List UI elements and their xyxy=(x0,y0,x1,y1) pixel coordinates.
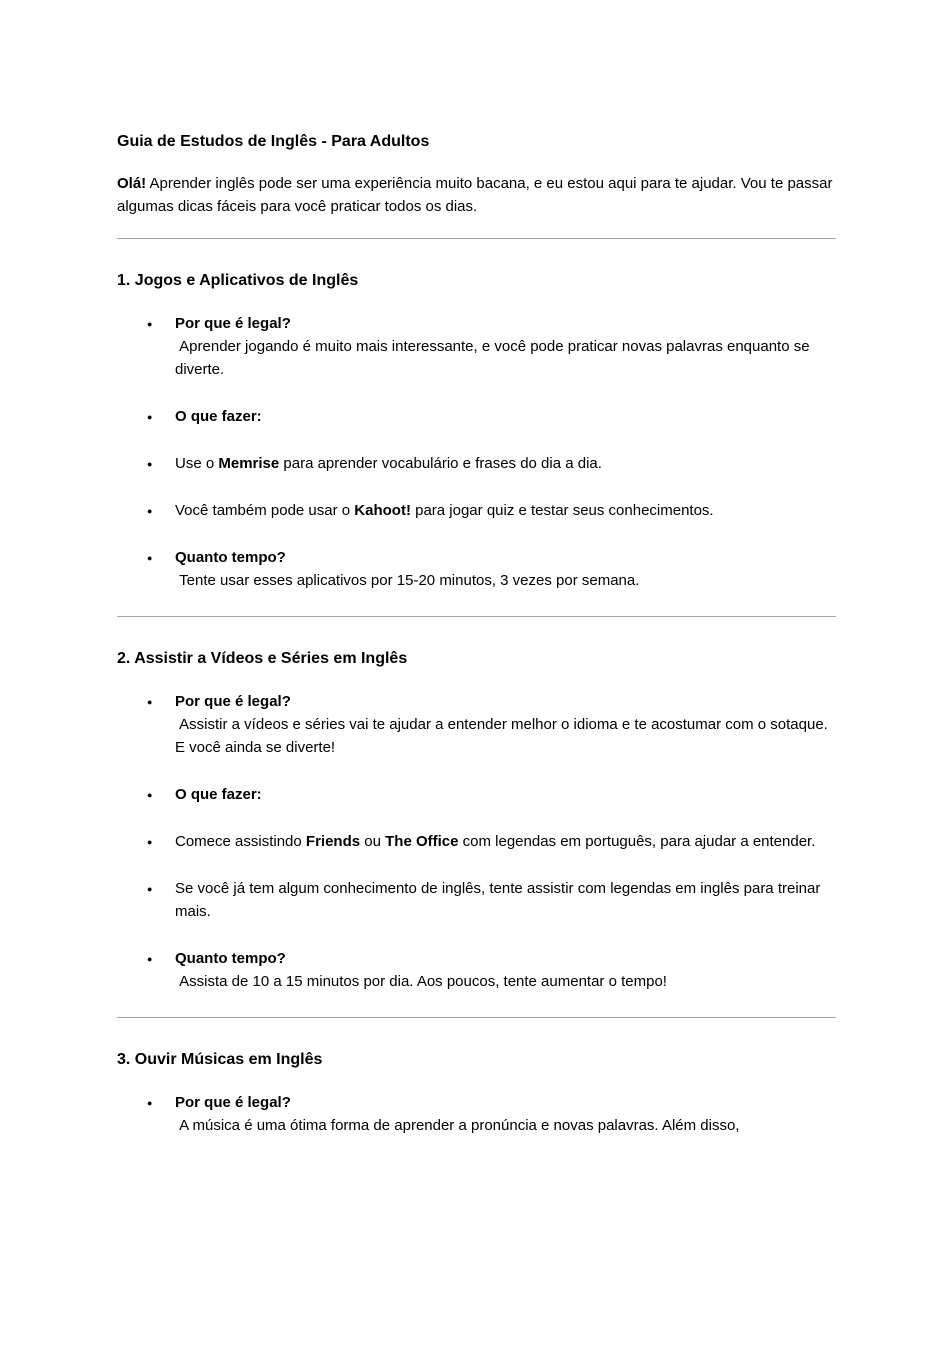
list-item xyxy=(117,783,836,806)
list-item xyxy=(117,452,836,475)
bold-text-run: Por que é legal? xyxy=(175,315,291,332)
bullet-icon: ● xyxy=(147,954,153,964)
bullet-icon: ● xyxy=(147,697,153,707)
intro-paragraph xyxy=(117,172,836,218)
bold-text-run: Quanto tempo? xyxy=(175,950,286,967)
list-item-text xyxy=(175,1094,739,1134)
list-item xyxy=(117,877,836,923)
bold-text-run: Memrise xyxy=(218,455,280,472)
section-heading: 3. Ouvir Músicas em Inglês xyxy=(117,1051,323,1068)
text-run: Aprender inglês pode ser uma experiência muito bacana, e eu estou aqui para te ajudar. Vou te passar algumas dicas fáceis para você praticar todos os dias. xyxy=(117,175,837,215)
list-item xyxy=(117,830,836,853)
bullet-icon: ● xyxy=(147,553,153,563)
bold-text-run: O que fazer: xyxy=(175,408,262,425)
section-heading: 2. Assistir a Vídeos e Séries em Inglês xyxy=(117,650,408,667)
text-run: ou xyxy=(360,833,386,850)
bullet-icon: ● xyxy=(147,1098,153,1108)
list-item-text xyxy=(175,950,667,990)
bullet-icon: ● xyxy=(147,319,153,329)
text-run: Aprender jogando é muito mais interessante, e você pode praticar novas palavras enquanto se diverte. xyxy=(175,338,814,378)
list-item xyxy=(117,947,836,993)
text-run: para jogar quiz e testar seus conhecimentos. xyxy=(410,502,714,519)
bullet-icon: ● xyxy=(147,884,153,894)
section-divider xyxy=(117,238,836,239)
list-item xyxy=(117,1091,836,1137)
bold-text-run: O que fazer: xyxy=(175,786,262,803)
bold-text-run: Por que é legal? xyxy=(175,693,291,710)
bullet-icon: ● xyxy=(147,837,153,847)
section-divider xyxy=(117,1017,836,1018)
list-item-text xyxy=(175,833,815,850)
bold-text-run: Friends xyxy=(305,833,361,850)
list-item-text xyxy=(175,549,639,589)
bold-text-run: Kahoot! xyxy=(354,502,411,519)
text-run: Assista de 10 a 15 minutos por dia. Aos poucos, tente aumentar o tempo! xyxy=(175,973,667,990)
list-item-text xyxy=(175,455,602,472)
text-run: Use o xyxy=(175,455,219,472)
text-run: para aprender vocabulário e frases do dia a dia. xyxy=(279,455,602,472)
document-title: Guia de Estudos de Inglês - Para Adultos xyxy=(117,133,430,150)
bullet-icon: ● xyxy=(147,459,153,469)
bullet-icon: ● xyxy=(147,506,153,516)
list-item-text xyxy=(175,315,814,378)
list-item xyxy=(117,499,836,522)
bold-text-run: Quanto tempo? xyxy=(175,549,286,566)
bold-text-run: Olá! xyxy=(117,175,147,192)
list-item xyxy=(117,546,836,592)
text-run: Comece assistindo xyxy=(175,833,306,850)
text-run: Assistir a vídeos e séries vai te ajudar a entender melhor o idioma e te acostumar com o sotaque. E você ainda se diverte! xyxy=(175,716,833,756)
section-heading: 1. Jogos e Aplicativos de Inglês xyxy=(117,272,359,289)
section-divider xyxy=(117,616,836,617)
bullet-icon: ● xyxy=(147,412,153,422)
text-run: Tente usar esses aplicativos por 15-20 minutos, 3 vezes por semana. xyxy=(175,572,640,589)
list-item-text xyxy=(175,880,825,920)
text-run: com legendas em português, para ajudar a entender. xyxy=(458,833,816,850)
bullet-list xyxy=(117,690,836,993)
list-item xyxy=(117,405,836,428)
list-item-text xyxy=(175,693,832,756)
bullet-list xyxy=(117,312,836,592)
text-run: Você também pode usar o xyxy=(175,502,355,519)
document-sections xyxy=(117,238,836,1137)
bullet-list xyxy=(117,1091,836,1137)
list-item-text xyxy=(175,502,714,519)
text-run: A música é uma ótima forma de aprender a pronúncia e novas palavras. Além disso, xyxy=(175,1117,740,1134)
bold-text-run: Por que é legal? xyxy=(175,1094,291,1111)
bullet-icon: ● xyxy=(147,790,153,800)
list-item-text xyxy=(175,786,262,803)
list-item xyxy=(117,312,836,381)
list-item-text xyxy=(175,408,262,425)
bold-text-run: The Office xyxy=(385,833,459,850)
list-item xyxy=(117,690,836,759)
text-run: Se você já tem algum conhecimento de inglês, tente assistir com legendas em inglês para treinar mais. xyxy=(175,880,825,920)
